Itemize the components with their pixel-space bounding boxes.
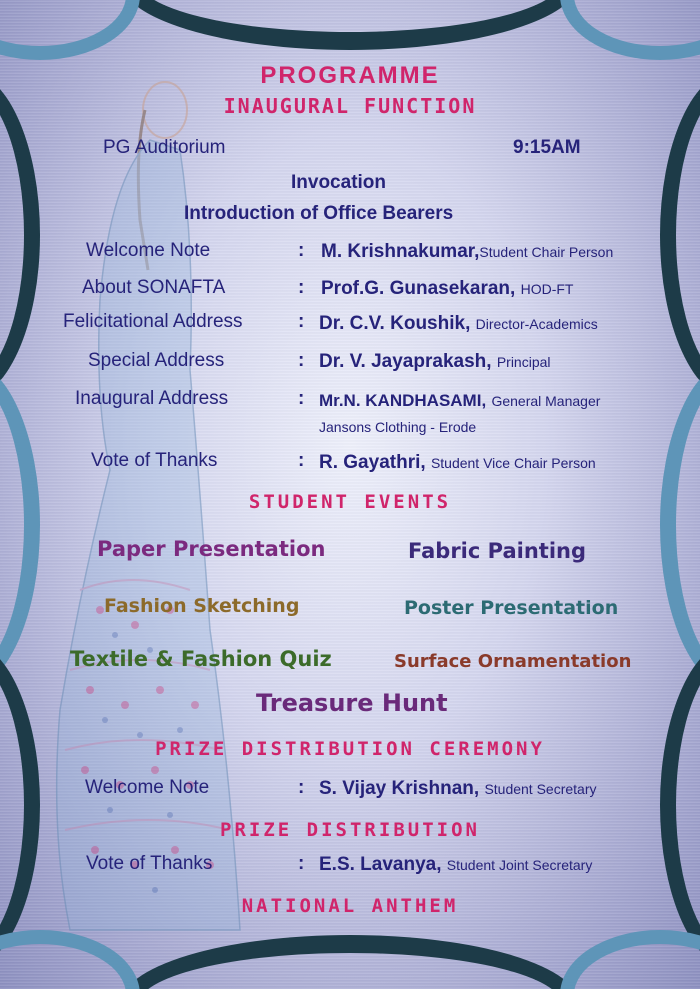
row-name-text: Dr. C.V. Koushik, (319, 313, 471, 334)
row-name (319, 313, 598, 335)
row-role: Student Vice Chair Person (430, 455, 596, 471)
venue: PG Auditorium (103, 137, 226, 158)
prize-row-colon: : (298, 777, 305, 798)
prize-row-name-text: E.S. Lavanya, (319, 854, 442, 875)
prize-ceremony-heading: PRIZE DISTRIBUTION CEREMONY (155, 738, 545, 760)
row-role: Principal (496, 354, 551, 370)
row-role: Student Chair Person (479, 244, 614, 260)
row-role: HOD-FT (520, 281, 574, 297)
time: 9:15AM (513, 137, 581, 158)
row-label: Welcome Note (86, 240, 211, 261)
prize-row-label: Welcome Note (85, 777, 210, 798)
row-colon: : (298, 311, 305, 332)
row-role: Director-Academics (475, 316, 598, 332)
prize-row-role: Student Secretary (484, 781, 597, 797)
event-treasure-hunt: Treasure Hunt (256, 689, 448, 717)
prize-row-colon: : (298, 853, 305, 874)
row-colon: : (298, 240, 305, 261)
row-label: Special Address (88, 350, 225, 371)
row-name (321, 278, 573, 300)
row-name (319, 351, 551, 373)
row-name-text: Mr.N. KANDHASAMI, (319, 391, 487, 410)
prize-row-role: Student Joint Secretary (446, 857, 593, 873)
invocation: Invocation (291, 172, 387, 193)
row-colon: : (298, 388, 305, 409)
row-colon: : (298, 450, 305, 471)
event-fashion-sketching: Fashion Sketching (104, 595, 300, 617)
row-colon: : (298, 277, 305, 298)
event-poster-presentation: Poster Presentation (404, 597, 619, 619)
row-name (321, 241, 613, 263)
row-role-line2: Jansons Clothing - Erode (319, 419, 477, 435)
row-label: About SONAFTA (82, 277, 226, 298)
event-paper-presentation: Paper Presentation (97, 537, 326, 561)
row-name-text: M. Krishnakumar, (321, 241, 480, 262)
row-name-text: R. Gayathri, (319, 452, 426, 473)
event-fabric-painting: Fabric Painting (408, 539, 586, 563)
student-events-heading: STUDENT EVENTS (248, 491, 452, 513)
programme-title: PROGRAMME (260, 62, 440, 89)
prize-row-label: Vote of Thanks (86, 853, 213, 874)
row-name (319, 452, 596, 474)
row-name (319, 390, 600, 412)
row-label: Felicitational Address (63, 311, 243, 332)
event-surface-ornamentation: Surface Ornamentation (394, 651, 632, 672)
event-textile-fashion-quiz: Textile & Fashion Quiz (70, 647, 332, 671)
row-name-text: Dr. V. Jayaprakash, (319, 351, 492, 372)
prize-distribution-heading: PRIZE DISTRIBUTION (220, 819, 480, 841)
row-label: Inaugural Address (75, 388, 229, 409)
inaugural-subtitle: INAUGURAL FUNCTION (223, 94, 477, 118)
prize-row-name-text: S. Vijay Krishnan, (319, 778, 480, 799)
row-colon: : (298, 350, 305, 371)
introduction-office-bearers: Introduction of Office Bearers (184, 203, 454, 224)
row-name-text: Prof.G. Gunasekaran, (321, 278, 516, 299)
prize-row-name (319, 778, 597, 800)
prize-row-name (319, 854, 592, 876)
national-anthem: NATIONAL ANTHEM (241, 895, 459, 917)
row-label: Vote of Thanks (91, 450, 218, 471)
row-role: General Manager (491, 393, 601, 409)
